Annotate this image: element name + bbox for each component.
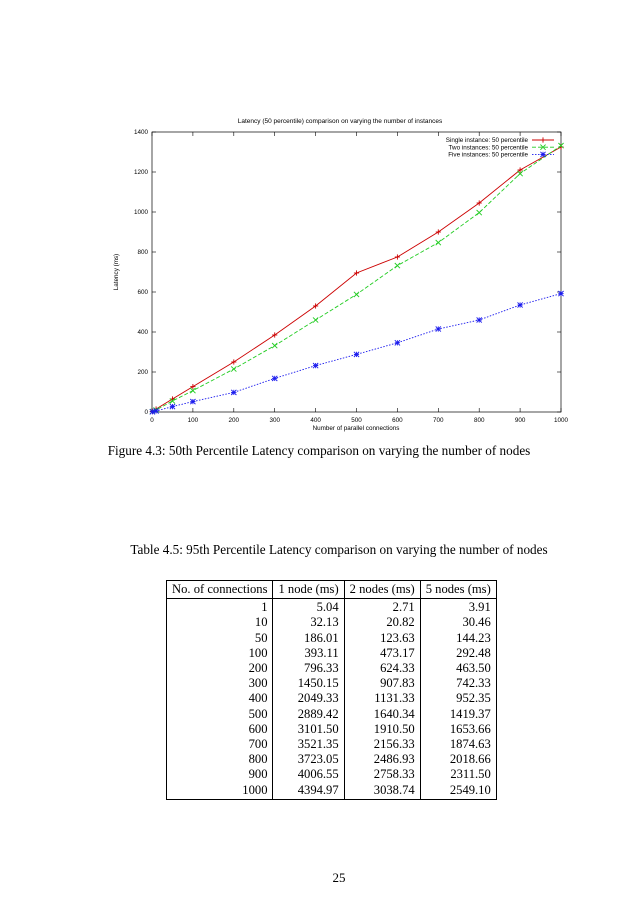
table-cell: 473.17: [344, 646, 420, 661]
figure-caption: Figure 4.3: 50th Percentile Latency comparison on varying the number of nodes: [107, 443, 531, 458]
data-point: [153, 408, 158, 413]
table-header-cell: 5 nodes (ms): [420, 581, 496, 599]
data-point: [150, 409, 155, 414]
table-cell: 20.82: [344, 615, 420, 630]
table-cell: 300: [167, 676, 273, 691]
x-axis-label: Number of parallel connections: [312, 425, 400, 432]
y-tick-label: 200: [137, 369, 148, 376]
series-line-2: [152, 146, 561, 412]
table-cell: 2018.66: [420, 752, 496, 767]
data-point: [477, 317, 482, 322]
y-axis: [134, 129, 561, 416]
x-tick-label: 500: [351, 417, 362, 424]
table-cell: 2549.10: [420, 783, 496, 800]
table-cell: 100: [167, 646, 273, 661]
table-row: [167, 737, 497, 752]
table-cell: 1450.15: [273, 676, 344, 691]
table-cell: 1653.66: [420, 722, 496, 737]
table-row: [167, 722, 497, 737]
table-cell: 1640.34: [344, 707, 420, 722]
table-cell: 4394.97: [273, 783, 344, 800]
table-cell: 2311.50: [420, 767, 496, 782]
table-cell: 3.91: [420, 599, 496, 616]
table-cell: 2.71: [344, 599, 420, 616]
table-row: [167, 691, 497, 706]
table-row: [167, 599, 497, 616]
table-cell: 2486.93: [344, 752, 420, 767]
y-tick-label: 600: [137, 289, 148, 296]
table-header-cell: No. of connections: [167, 581, 273, 599]
table-row: [167, 615, 497, 630]
legend-marker: [540, 137, 545, 142]
data-point: [436, 240, 441, 245]
data-point: [354, 352, 359, 357]
x-tick-label: 900: [514, 417, 526, 424]
table-cell: 3101.50: [273, 722, 344, 737]
data-point: [272, 376, 277, 381]
table-cell: 4006.55: [273, 767, 344, 782]
page-number: 25: [332, 870, 346, 885]
table-cell: 700: [167, 737, 273, 752]
table-cell: 10: [167, 615, 273, 630]
data-point: [231, 390, 236, 395]
data-point: [231, 359, 236, 364]
table-cell: 30.46: [420, 615, 496, 630]
table-row: [167, 752, 497, 767]
table-cell: 624.33: [344, 661, 420, 676]
data-point: [170, 404, 175, 409]
data-point: [313, 317, 318, 322]
data-point: [354, 292, 359, 297]
table-cell: 742.33: [420, 676, 496, 691]
table-cell: 3521.35: [273, 737, 344, 752]
table-row: [167, 646, 497, 661]
table-cell: 400: [167, 691, 273, 706]
data-point: [395, 340, 400, 345]
table-caption: Table 4.5: 95th Percentile Latency comparison on varying the number of nodes: [130, 542, 548, 557]
y-tick-label: 1200: [133, 169, 148, 176]
table-cell: 1131.33: [344, 691, 420, 706]
y-tick-label: 1000: [133, 209, 148, 216]
table-row: [167, 661, 497, 676]
x-tick-label: 200: [228, 417, 240, 424]
latency-chart: [0, 0, 638, 440]
data-point: [395, 254, 400, 259]
x-tick-label: 0: [150, 417, 154, 424]
x-tick-label: 800: [473, 417, 485, 424]
table-cell: 292.48: [420, 646, 496, 661]
y-tick-label: 1400: [133, 129, 148, 136]
table-cell: 393.11: [273, 646, 344, 661]
legend-label: Two instances: 50 percentile: [448, 144, 528, 152]
table-cell: 1419.37: [420, 707, 496, 722]
table-cell: 1000: [167, 783, 273, 800]
table-header-row: [167, 581, 497, 599]
table-cell: 50: [167, 631, 273, 646]
table-cell: 144.23: [420, 631, 496, 646]
y-tick-label: 400: [137, 329, 148, 336]
legend: [446, 137, 554, 158]
table-header-cell: 2 nodes (ms): [344, 581, 420, 599]
table-cell: 32.13: [273, 615, 344, 630]
table-row: [167, 707, 497, 722]
table-cell: 463.50: [420, 661, 496, 676]
table-cell: 1: [167, 599, 273, 616]
table-cell: 1874.63: [420, 737, 496, 752]
table-cell: 500: [167, 707, 273, 722]
table-row: [167, 631, 497, 646]
table-row: [167, 783, 497, 800]
table-cell: 186.01: [273, 631, 344, 646]
x-tick-label: 600: [392, 417, 403, 424]
data-point: [436, 326, 441, 331]
chart-title: Latency (50 percentile) comparison on varying the number of instances: [237, 118, 443, 125]
latency-table: [166, 580, 497, 800]
data-point: [395, 263, 400, 268]
table-cell: 952.35: [420, 691, 496, 706]
series-line-1: [152, 147, 561, 411]
x-tick-label: 300: [269, 417, 280, 424]
legend-label: Five instances: 50 percentile: [448, 151, 528, 159]
x-tick-label: 1000: [553, 417, 569, 424]
data-point: [272, 343, 277, 348]
y-axis-label: Latency (ms): [113, 253, 120, 291]
y-tick-label: 800: [137, 249, 148, 256]
table-cell: 2156.33: [344, 737, 420, 752]
table-cell: 3723.05: [273, 752, 344, 767]
table-cell: 1910.50: [344, 722, 420, 737]
table-cell: 123.63: [344, 631, 420, 646]
table-cell: 200: [167, 661, 273, 676]
table-cell: 5.04: [273, 599, 344, 616]
data-point: [190, 399, 195, 404]
data-point: [558, 291, 563, 296]
data-point: [518, 302, 523, 307]
data-point: [231, 366, 236, 371]
table-header-cell: 1 node (ms): [273, 581, 344, 599]
legend-marker: [540, 152, 545, 157]
table-cell: 800: [167, 752, 273, 767]
table-body: [167, 599, 497, 800]
data-point: [313, 363, 318, 368]
table-cell: 2889.42: [273, 707, 344, 722]
x-tick-label: 700: [433, 417, 444, 424]
x-tick-label: 400: [310, 417, 321, 424]
y-tick-label: 0: [144, 409, 148, 416]
table-cell: 2049.33: [273, 691, 344, 706]
table-row: [167, 676, 497, 691]
series-layer: [150, 143, 564, 414]
table-cell: 796.33: [273, 661, 344, 676]
x-tick-label: 100: [187, 417, 199, 424]
table-cell: 907.83: [344, 676, 420, 691]
table-cell: 900: [167, 767, 273, 782]
data-point: [477, 210, 482, 215]
table-cell: 2758.33: [344, 767, 420, 782]
table-cell: 600: [167, 722, 273, 737]
table-row: [167, 767, 497, 782]
table-cell: 3038.74: [344, 783, 420, 800]
legend-label: Single instance: 50 percentile: [445, 137, 528, 145]
